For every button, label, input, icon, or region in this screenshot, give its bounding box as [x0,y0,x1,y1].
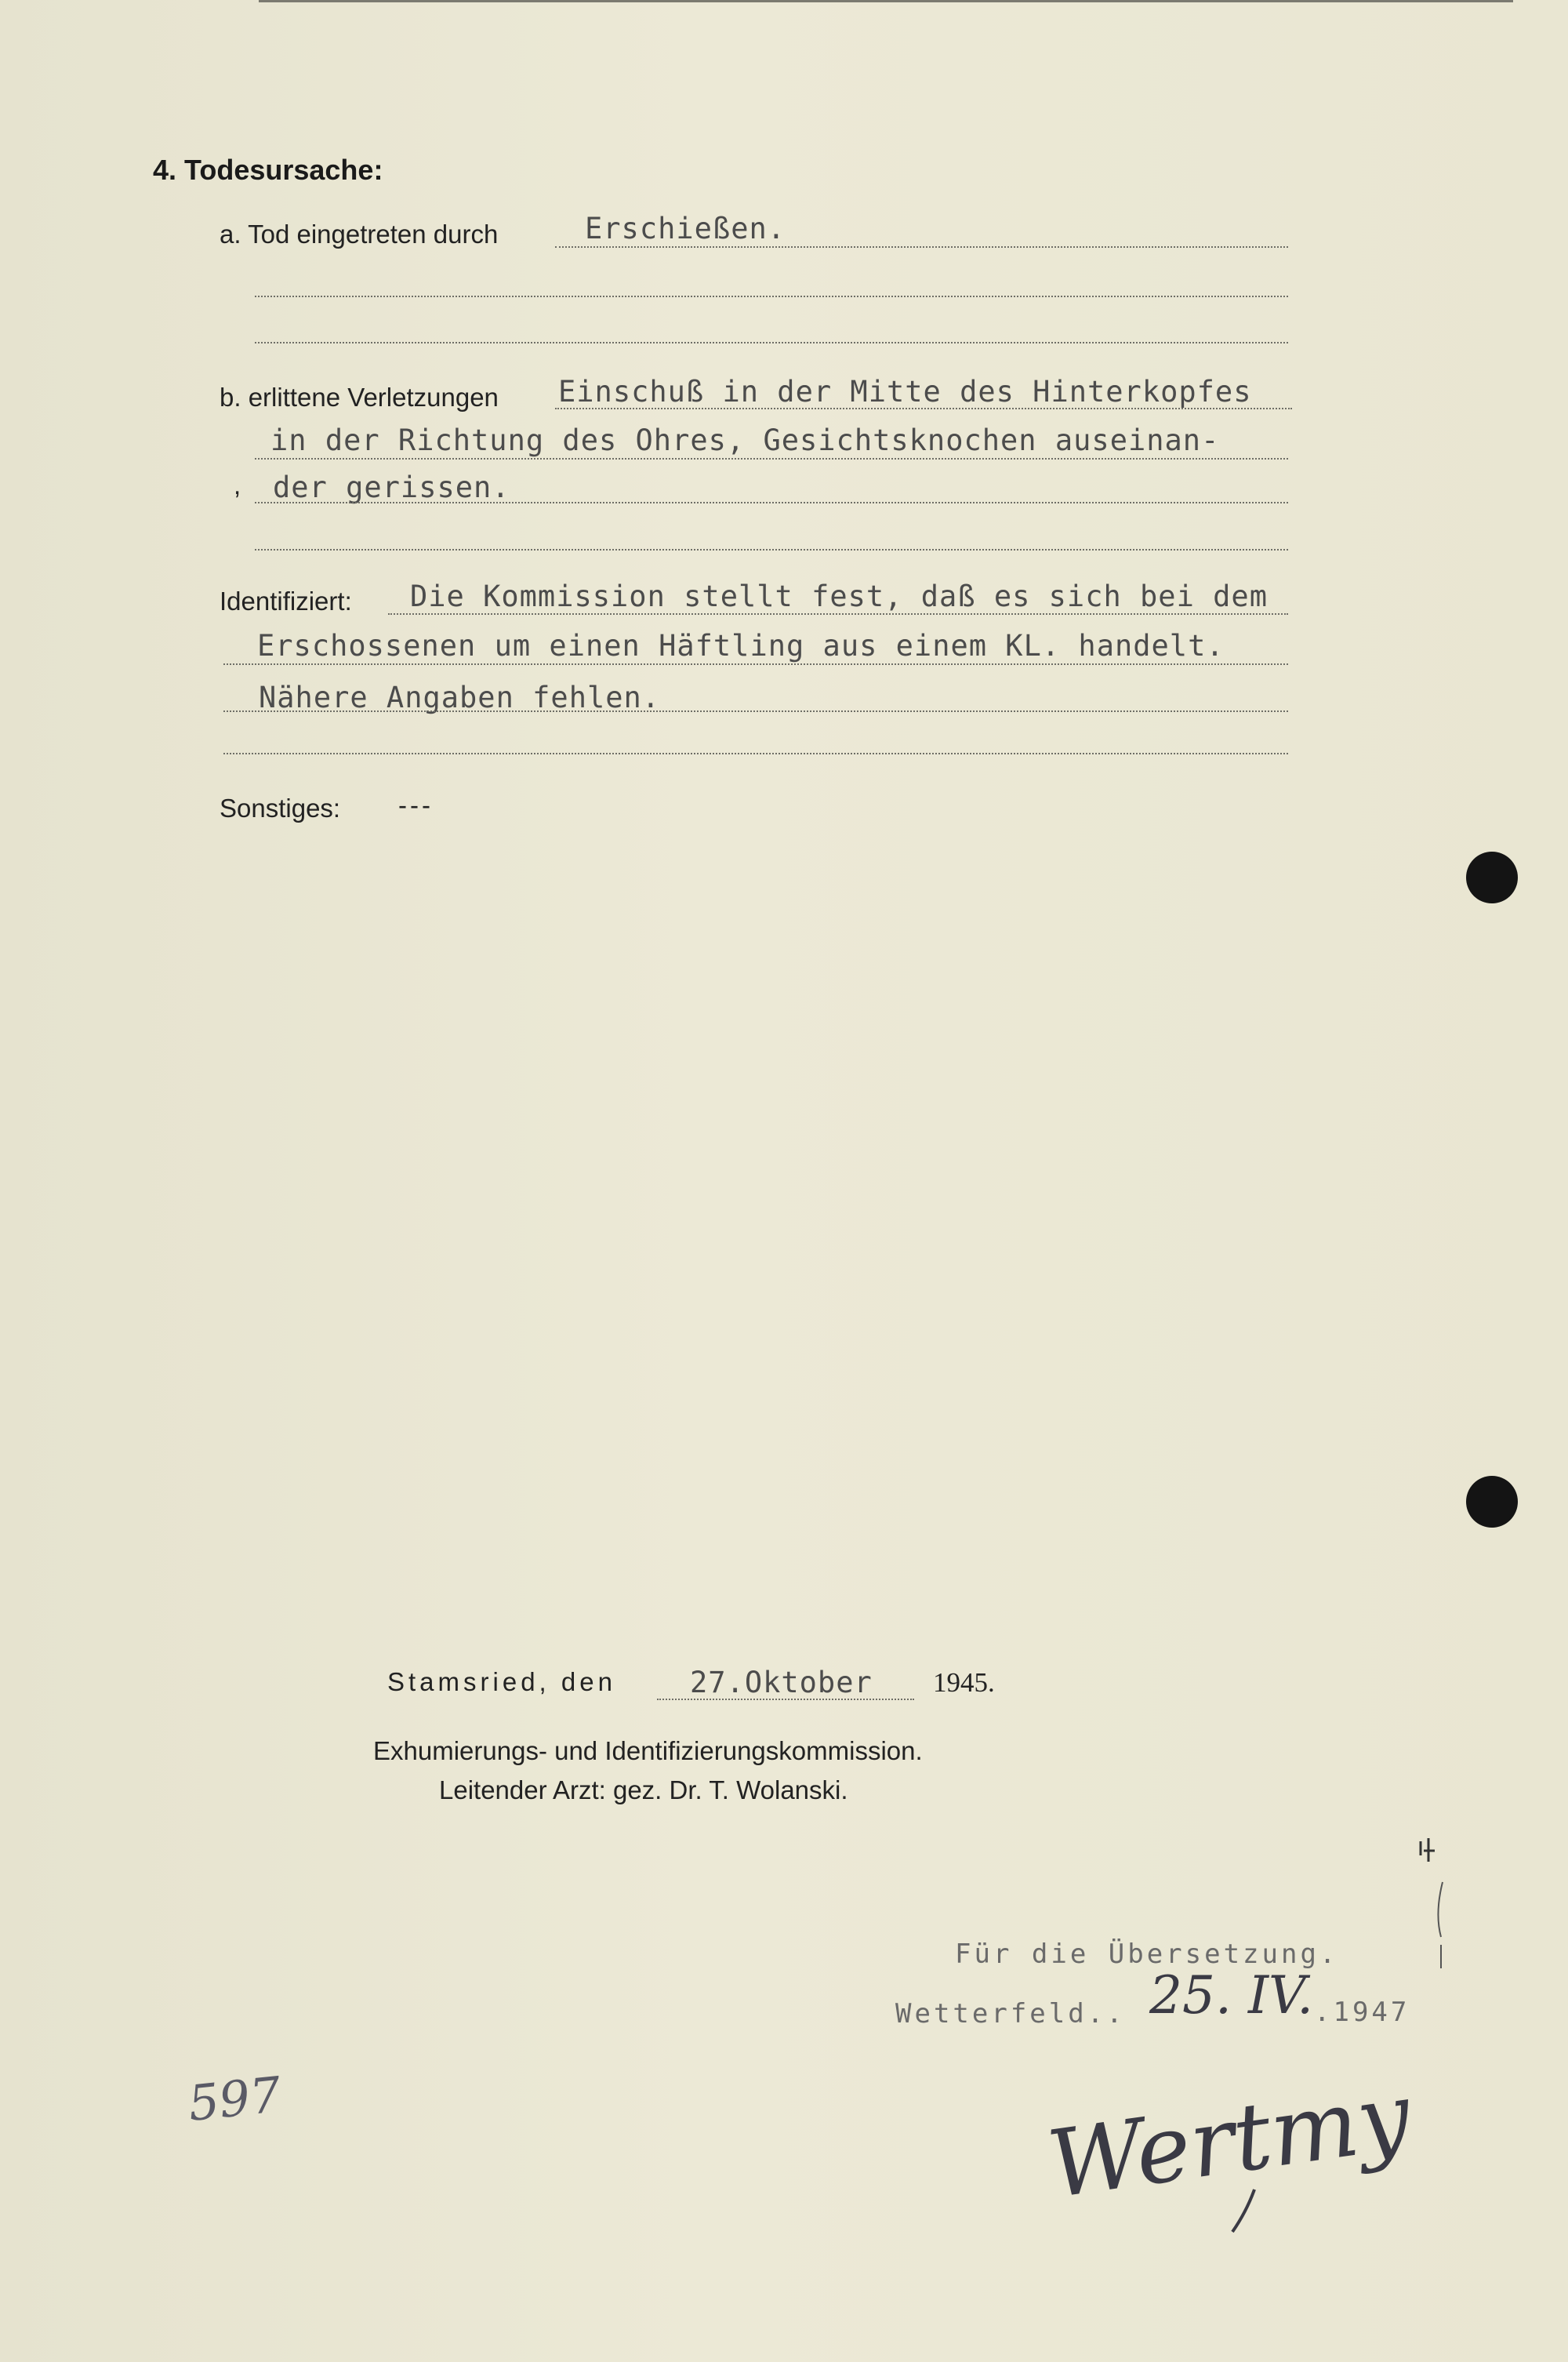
place-date-label: Stamsried, den [387,1667,616,1696]
injuries-dotted-line-3 [255,502,1288,503]
translation-stamp-line-1: Für die Übersetzung. [955,1939,1339,1970]
margin-pencil-marks [1411,1835,1458,1976]
punch-hole-lower [1466,1476,1518,1528]
injuries-line-2: in der Richtung des Ohres, Gesichtsknochen auseinan- [270,423,1220,457]
cause-dotted-line-2 [255,296,1288,297]
injuries-label: b. erlittene Verletzungen [220,383,499,412]
lead-doctor: Leitender Arzt: gez. Dr. T. Wolanski. [439,1775,848,1804]
identified-line-2: Erschossenen um einen Häftling aus einem KL. handelt. [257,629,1225,663]
punch-hole-upper [1466,852,1518,903]
injuries-bullet: , [234,471,241,500]
top-edge-line [259,0,1513,2]
date-dotted-line [657,1699,914,1700]
translation-stamp-place: Wetterfeld.. [895,1998,1126,2030]
date-value: 27.Oktober [690,1666,873,1699]
identified-dotted-line-1 [388,613,1288,615]
translator-signature: Wertmy [1041,2061,1417,2219]
injuries-dotted-line-2 [255,458,1288,460]
cause-label: a. Tod eingetreten durch [220,220,499,249]
identified-dotted-line-4 [223,753,1288,754]
injuries-line-3: der gerissen. [273,471,510,504]
handwritten-page-number: 597 [185,2066,284,2132]
signature-descender-stroke [1223,2188,1270,2235]
translation-stamp-year: .1947 [1314,1997,1410,2028]
identified-dotted-line-2 [223,663,1288,665]
year-value: 1945. [933,1667,995,1698]
cause-value: Erschießen. [585,212,786,245]
injuries-dotted-line-1 [555,408,1292,409]
commission-name: Exhumierungs- und Identifizierungskommission. [373,1736,923,1765]
cause-dotted-line-1 [555,246,1288,248]
section-heading: 4. Todesursache: [153,154,383,186]
identified-line-1: Die Kommission stellt fest, daß es sich bei dem [410,580,1268,613]
identified-dotted-line-3 [223,710,1288,712]
identified-label: Identifiziert: [220,587,352,616]
cause-dotted-line-3 [255,342,1288,343]
identified-line-3: Nähere Angaben fehlen. [259,681,661,714]
misc-value: --- [398,790,434,819]
injuries-dotted-line-4 [255,549,1288,551]
translation-stamp-date: 25. IV. [1149,1965,1314,2026]
misc-label: Sonstiges: [220,794,341,823]
injuries-line-1: Einschuß in der Mitte des Hinterkopfes [558,375,1252,409]
